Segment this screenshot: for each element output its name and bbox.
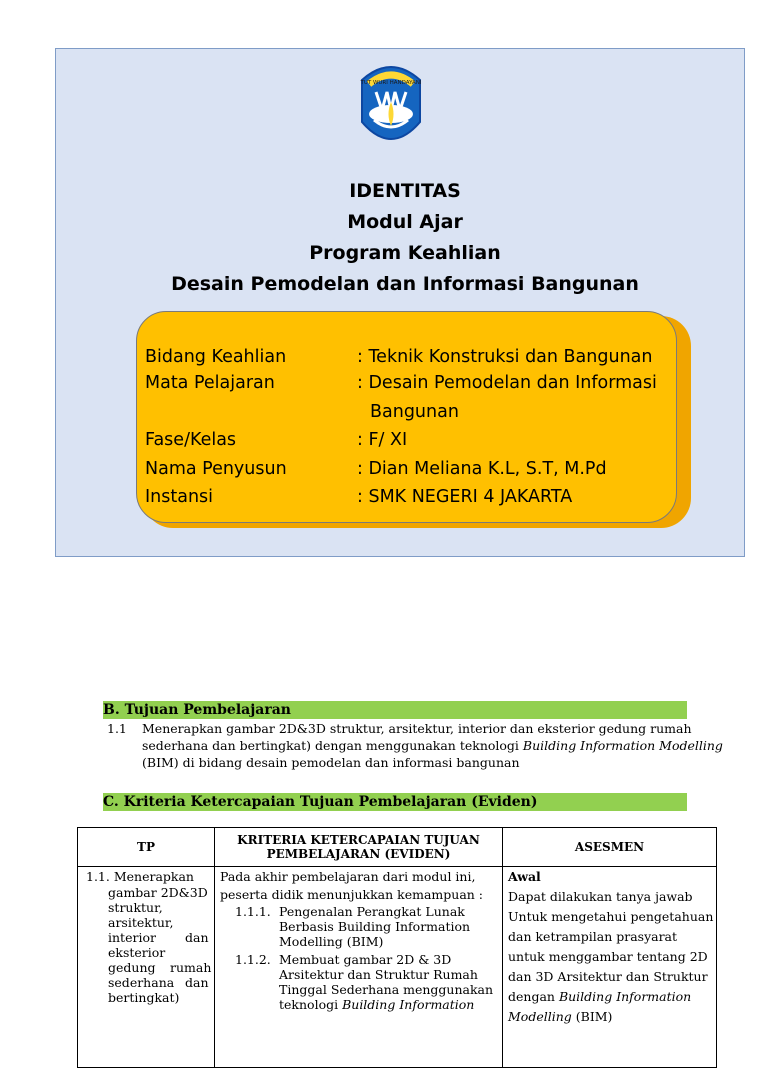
tp-line: sederhana: [108, 975, 175, 990]
kriteria-item-line: Arsitektur dan Struktur Rumah: [279, 967, 478, 982]
table-row: [78, 867, 717, 1068]
identity-value: : Teknik Konstruksi dan Bangunan: [357, 347, 653, 367]
identity-label: Bidang Keahlian: [145, 347, 287, 367]
identity-value: : SMK NEGERI 4 JAKARTA: [357, 487, 573, 507]
asesmen-text: dengan: [508, 989, 559, 1004]
identity-value: : F/ XI: [357, 430, 408, 450]
asesmen-italic: Modelling: [508, 1009, 572, 1024]
criteria-table: [77, 827, 717, 1068]
identity-label: Mata Pelajaran: [145, 373, 275, 393]
header-kriteria-line: PEMBELAJARAN (EVIDEN): [266, 847, 451, 861]
tp-line: interior: [108, 930, 156, 945]
identity-label: Nama Penyusun: [145, 459, 287, 479]
tp-line: gedung: [108, 960, 156, 975]
tp-line: dan: [185, 930, 209, 945]
asesmen-cell: [503, 867, 717, 1068]
kriteria-italic: Building Information: [342, 997, 475, 1012]
kriteria-item-line: Modelling (BIM): [279, 934, 384, 949]
kriteria-intro: peserta didik menunjukkan kemampuan :: [220, 887, 484, 902]
asesmen-line: dan ketrampilan prasyarat: [508, 929, 678, 944]
identity-value: Bangunan: [370, 402, 459, 422]
identity-label: Instansi: [145, 487, 214, 507]
tp-line: arsitektur,: [108, 915, 174, 930]
header-kriteria-line: KRITERIA KETERCAPAIAN TUJUAN: [237, 833, 480, 847]
header-asesmen: ASESMEN: [503, 828, 717, 867]
kriteria-cell: [215, 867, 503, 1068]
kriteria-item-line: Membuat gambar 2D & 3D: [279, 952, 452, 967]
tp-line: eksterior: [108, 945, 166, 960]
tp-line: struktur,: [108, 900, 163, 915]
objective-line-text: sederhana dan bertingkat) dengan menggunakan teknologi: [142, 738, 523, 753]
kriteria-item-line: Berbasis Building Information: [279, 919, 471, 934]
asesmen-line-italic: [508, 989, 691, 1004]
asesmen-line: dan 3D Arsitektur dan Struktur: [508, 969, 708, 984]
asesmen-title: Awal: [508, 869, 541, 884]
tp-line: 1.1. Menerapkan: [86, 869, 194, 884]
header-kriteria: [215, 828, 503, 867]
asesmen-line: Untuk mengetahui pengetahuan: [508, 909, 714, 924]
tut-wuri-handayani-logo: [354, 58, 428, 156]
heading-line: Desain Pemodelan dan Informasi Bangunan: [171, 273, 639, 295]
asesmen-cell-content: [503, 867, 716, 1067]
cover-heading: [55, 176, 755, 300]
table-header-row: [78, 828, 717, 867]
tp-line: rumah: [170, 960, 212, 975]
asesmen-line: Dapat dilakukan tanya jawab: [508, 889, 693, 904]
objective-line-2: [142, 738, 723, 753]
kriteria-item-line: Pengenalan Perangkat Lunak: [279, 904, 465, 919]
tp-cell-content: [78, 867, 214, 1067]
objective-line: Menerapkan gambar 2D&3D struktur, arsitektur, interior dan eksterior gedung rumah: [142, 721, 692, 736]
header-tp: TP: [78, 828, 215, 867]
tp-cell: [78, 867, 215, 1068]
section-c-title: C. Kriteria Ketercapaian Tujuan Pembelajaran (Eviden): [103, 793, 687, 811]
kriteria-item-text: teknologi: [279, 997, 343, 1012]
identity-label: Fase/Kelas: [145, 430, 237, 450]
kriteria-cell-content: [215, 867, 502, 1067]
heading-line: Program Keahlian: [309, 242, 501, 264]
logo-text: TUT WURI HANDAYANI: [360, 80, 422, 86]
section-b-title: B. Tujuan Pembelajaran: [103, 701, 687, 719]
asesmen-line: untuk menggambar tentang 2D: [508, 949, 708, 964]
kriteria-item-number: 1.1.2.: [235, 952, 271, 967]
kriteria-intro: Pada akhir pembelajaran dari modul ini,: [220, 869, 476, 884]
asesmen-tail: (BIM): [571, 1009, 613, 1024]
objective-line: (BIM) di bidang desain pemodelan dan informasi bangunan: [142, 755, 520, 770]
tp-line: dan: [185, 975, 209, 990]
objective-number: 1.1: [107, 721, 127, 736]
tp-line: gambar 2D&3D: [108, 885, 208, 900]
kriteria-item-line-last: [279, 997, 474, 1012]
objective-italic: Building Information Modelling: [522, 738, 723, 753]
kriteria-item-line: Tinggal Sederhana menggunakan: [279, 982, 494, 997]
heading-line: Modul Ajar: [347, 211, 463, 233]
asesmen-italic: Building Information: [558, 989, 692, 1004]
heading-line: IDENTITAS: [349, 180, 461, 202]
asesmen-line-last: [508, 1009, 612, 1024]
identity-value: : Desain Pemodelan dan Informasi: [357, 373, 657, 393]
identity-value: : Dian Meliana K.L, S.T, M.Pd: [357, 459, 607, 479]
tp-line: bertingkat): [108, 990, 180, 1005]
kriteria-item-number: 1.1.1.: [235, 904, 271, 919]
